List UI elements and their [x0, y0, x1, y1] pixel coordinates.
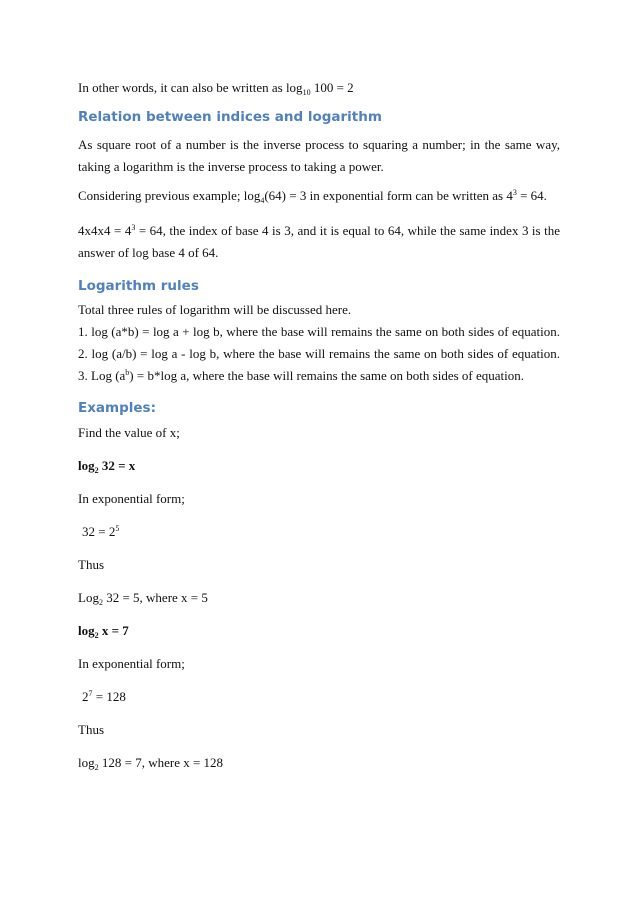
- index-explanation-superscript: 3: [131, 223, 136, 232]
- example-2-equation-text: 2: [82, 689, 89, 704]
- example-2-equation-text-end: = 128: [92, 689, 126, 704]
- rule-3-text: 3. Log (a: [78, 368, 126, 383]
- example-1-answer: [78, 590, 560, 606]
- example-2-problem-subscript: 2: [94, 631, 99, 640]
- example-2-answer-text: log: [78, 755, 95, 770]
- example-2-thus: Thus: [78, 722, 104, 737]
- section-heading-relation: Relation between indices and logarithm: [78, 109, 382, 125]
- rule-1: 1. log (a*b) = log a + log b, where the base will remains the same on both sides of equation.: [78, 324, 560, 339]
- example-2-answer-subscript: 2: [94, 763, 99, 772]
- example-1-answer-subscript: 2: [98, 598, 103, 607]
- example-1-equation-text: 32 = 2: [82, 524, 116, 539]
- examples-prompt: Find the value of x;: [78, 425, 180, 440]
- relation-paragraph-line-1: As square root of a number is the inverse process to squaring a number; in the same way,: [78, 137, 560, 152]
- example-2-equation-superscript: 7: [88, 689, 93, 698]
- example-reference-text-end: = 64.: [516, 188, 547, 203]
- example-1-problem-text-end: 32 = x: [98, 458, 136, 473]
- example-2-problem-text: log: [78, 623, 95, 638]
- example-1-problem: [78, 458, 560, 474]
- relation-paragraph-line-2: taking a logarithm is the inverse process to taking a power.: [78, 159, 384, 174]
- intro-subscript: 10: [302, 88, 311, 97]
- example-1-thus: Thus: [78, 557, 104, 572]
- section-heading-examples: Examples:: [78, 400, 156, 416]
- example-1-equation: [82, 524, 560, 540]
- intro-text-end: 100 = 2: [310, 80, 354, 95]
- intro-text: In other words, it can also be written as log: [78, 80, 303, 95]
- example-1-form-label: In exponential form;: [78, 491, 185, 506]
- index-explanation-line-2: answer of log base 4 of 64.: [78, 245, 219, 260]
- example-reference-superscript: 3: [512, 188, 517, 197]
- example-2-equation: [82, 689, 560, 705]
- index-explanation-text-end: = 64, the index of base 4 is 3, and it is equal to 64, while the same index 3 is the: [135, 223, 560, 238]
- rule-3-superscript: b: [125, 368, 130, 377]
- example-reference-subscript: 4: [260, 196, 265, 205]
- rule-3: [78, 368, 560, 384]
- example-2-form-label: In exponential form;: [78, 656, 185, 671]
- example-reference-text-mid: (64) = 3 in exponential form can be written as 4: [264, 188, 513, 203]
- section-heading-rules: Logarithm rules: [78, 278, 199, 294]
- example-reference-line: [78, 188, 560, 204]
- intro-line: [78, 80, 560, 96]
- example-2-problem-text-end: x = 7: [98, 623, 129, 638]
- example-1-problem-text: log: [78, 458, 95, 473]
- rules-intro: Total three rules of logarithm will be discussed here.: [78, 302, 352, 317]
- index-explanation-text: 4x4x4 = 4: [78, 223, 132, 238]
- example-2-answer: [78, 755, 560, 771]
- example-2-answer-text-end: 128 = 7, where x = 128: [98, 755, 224, 770]
- example-1-problem-subscript: 2: [94, 466, 99, 475]
- rule-3-text-end: ) = b*log a, where the base will remains the same on both sides of equation.: [129, 368, 525, 383]
- rule-2: 2. log (a/b) = log a - log b, where the base will remains the same on both sides of equation.: [78, 346, 560, 361]
- example-2-problem: [78, 623, 560, 639]
- example-1-answer-text-end: 32 = 5, where x = 5: [102, 590, 208, 605]
- example-1-equation-superscript: 5: [115, 524, 120, 533]
- example-1-answer-text: Log: [78, 590, 99, 605]
- index-explanation-line-1: [78, 223, 560, 239]
- example-reference-text: Considering previous example; log: [78, 188, 261, 203]
